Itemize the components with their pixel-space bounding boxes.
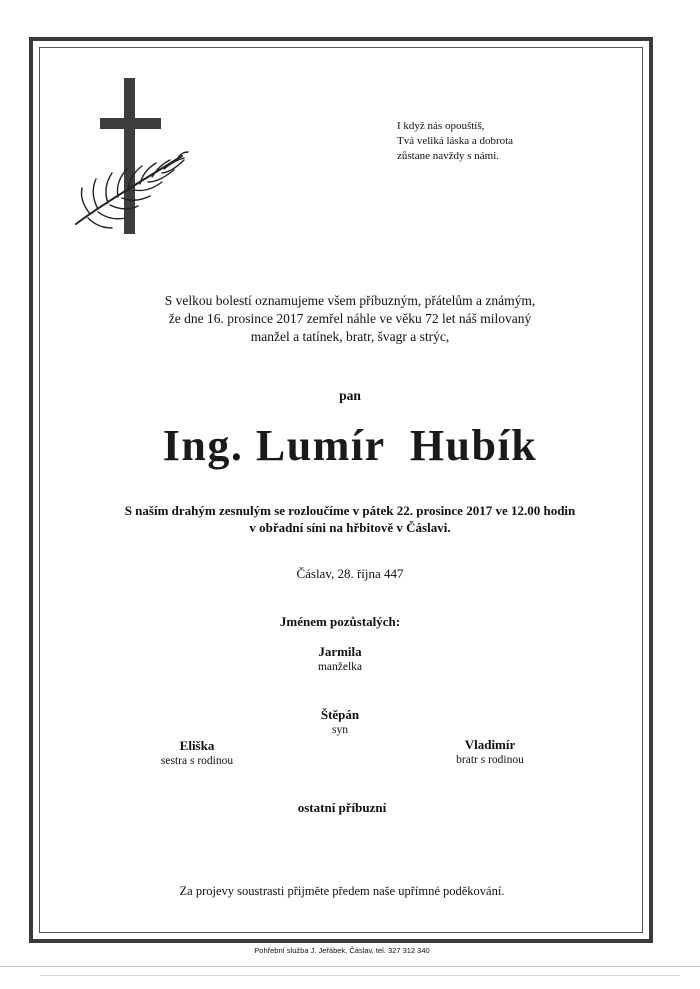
mourner-name: Jarmila — [318, 644, 362, 659]
mourner-relation: manželka — [317, 661, 363, 673]
cross-icon — [70, 78, 200, 238]
funeral-line: v obřadní síni na hřbitově v Čáslavi. — [249, 520, 451, 535]
place-and-date: Čáslav, 28. října 447 — [296, 566, 404, 581]
announcement-text — [0, 292, 700, 346]
funeral-service-footer: Pohřební služba J. Jeřábek, Čáslav, tel. 327 312 340 — [254, 946, 430, 955]
funeral-details — [0, 502, 700, 536]
deceased-name-text: Ing. Lumír Hubík — [162, 421, 538, 470]
mourner-jarmila — [250, 644, 430, 675]
motto-line: zůstane navždy s námi. — [397, 150, 500, 162]
announcement-line: S velkou bolestí oznamujeme všem příbuzným, přátelům a známým, — [164, 293, 536, 308]
on-behalf-label: Jménem pozůstalých: — [279, 614, 401, 629]
mourner-vladimir — [400, 737, 580, 768]
mourner-eliska — [107, 738, 287, 769]
deceased-name — [0, 420, 700, 472]
motto-line: Tvá veliká láska a dobrota — [397, 135, 514, 147]
mourner-name: Štěpán — [320, 707, 360, 722]
announcement-line: manžel a tatínek, bratr, švagr a strýc, — [250, 329, 450, 344]
motto-verse — [397, 119, 597, 164]
mourner-relation: syn — [332, 724, 348, 736]
mourner-name: Vladimír — [464, 737, 516, 752]
scan-artifact-line — [0, 966, 700, 967]
cross-with-palm — [70, 78, 200, 238]
scan-artifact-line — [40, 975, 680, 976]
honorific: pan — [339, 388, 361, 403]
mourner-stepan — [250, 707, 430, 738]
funeral-line: S naším drahým zesnulým se rozloučíme v pátek 22. prosince 2017 ve 12.00 hodin — [124, 503, 576, 518]
other-relatives: ostatní příbuzní — [297, 800, 387, 815]
mourner-relation: sestra s rodinou — [160, 755, 234, 767]
mourner-name: Eliška — [179, 738, 215, 753]
announcement-line: že dne 16. prosince 2017 zemřel náhle ve věku 72 let náš milovaný — [168, 311, 532, 326]
thanks-note: Za projevy soustrasti přijměte předem naše upřímné poděkování. — [179, 884, 505, 898]
mourner-relation: bratr s rodinou — [456, 754, 524, 766]
motto-line: I když nás opouštíš, — [397, 120, 485, 132]
